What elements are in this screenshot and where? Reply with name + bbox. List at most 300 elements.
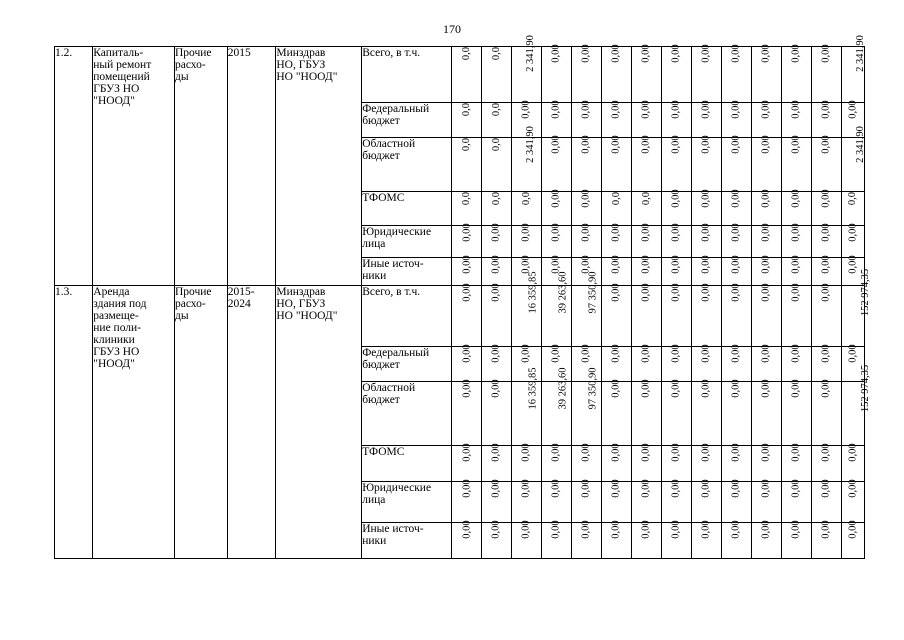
amount-cell [482, 103, 512, 138]
amount-cell [752, 283, 782, 347]
amount-value: 0,00 [821, 223, 832, 242]
amount-cell [812, 255, 842, 286]
amount-cell [662, 223, 692, 258]
amount-cell [812, 379, 842, 446]
amount-value: 0,00 [551, 443, 563, 462]
amount-value: 0,00 [611, 135, 623, 154]
amount-value: 0,00 [671, 44, 683, 63]
amount-value: 0,00 [641, 135, 653, 154]
amount-cell [812, 44, 842, 103]
amount-cell [752, 44, 782, 103]
amount-cell [512, 443, 542, 482]
amount-cell [692, 189, 722, 226]
amount-cell [542, 520, 572, 559]
amount-cell [692, 479, 722, 523]
amount-value: 0,00 [701, 479, 713, 498]
amount-value: 0,00 [847, 479, 859, 498]
amount-value: 0,00 [791, 344, 803, 363]
amount-value: 0,0 [521, 191, 533, 206]
amount-cell [632, 443, 662, 482]
amount-cell [812, 100, 842, 138]
amount-value: 0,00 [461, 520, 473, 539]
financing-table [54, 35, 872, 559]
amount-cell [782, 520, 812, 559]
amount-value: 0,00 [491, 443, 503, 462]
amount-cell [572, 479, 602, 523]
item-name-cell: Капиталь- ный ремонт помещений ГБУЗ НО "НООД" [93, 47, 175, 286]
amount-value: 0,0 [461, 46, 473, 61]
amount-cell [542, 367, 572, 446]
amount-cell [782, 223, 812, 258]
amount-value: 152 974,35 [860, 364, 872, 413]
amount-value: 0,00 [581, 520, 593, 539]
item-number-cell: 1.3. [55, 286, 93, 559]
amount-cell [632, 344, 662, 382]
amount-value: 0,00 [761, 189, 773, 208]
amount-cell [572, 443, 602, 482]
amount-value: 97 350,90 [587, 271, 599, 314]
amount-value: 0,00 [581, 443, 593, 462]
amount-value: 0,00 [847, 255, 859, 274]
amount-cell [482, 344, 512, 382]
amount-cell [722, 379, 752, 446]
amount-cell [572, 189, 602, 226]
amount-cell [512, 35, 542, 103]
amount-cell [752, 479, 782, 523]
amount-value: 0,00 [731, 189, 743, 208]
amount-value: 0,00 [611, 283, 623, 302]
item-name-cell: Аренда здания под размеще- ние поли- клиники ГБУЗ НО "НООД" [93, 286, 175, 559]
amount-cell [722, 135, 752, 192]
amount-cell [512, 479, 542, 523]
amount-value: 0,00 [551, 135, 563, 154]
amount-value: 0,00 [671, 283, 683, 302]
amount-cell [632, 479, 662, 523]
amount-value: 0,00 [701, 283, 713, 302]
table-row [55, 47, 865, 103]
amount-cell [632, 44, 662, 103]
amount-value: 0,00 [521, 223, 533, 242]
amount-value: 0,00 [791, 44, 803, 63]
amount-value: 0,00 [731, 443, 743, 462]
amount-value: 0,00 [641, 44, 653, 63]
amount-cell [782, 479, 812, 523]
amount-cell [542, 443, 572, 482]
amount-value: 0,0 [491, 137, 503, 152]
amount-value: 0,00 [611, 100, 623, 119]
amount-cell [812, 479, 842, 523]
amount-value: 0,00 [671, 443, 683, 462]
amount-value: 0,00 [491, 379, 503, 398]
amount-cell [632, 255, 662, 286]
amount-value: 0,00 [791, 100, 803, 119]
amount-cell [842, 364, 872, 446]
amount-value: 0,00 [461, 479, 473, 498]
amount-cell [662, 100, 692, 138]
amount-cell [542, 271, 572, 347]
amount-cell [692, 283, 722, 347]
amount-value: 0,00 [821, 443, 832, 462]
amount-value: 0,00 [581, 344, 593, 363]
amount-value: 0,00 [701, 223, 713, 242]
amount-value: 0,00 [641, 443, 653, 462]
amount-value: 0,00 [731, 283, 743, 302]
amount-value: 0,00 [641, 520, 653, 539]
amount-value: 0,00 [671, 135, 683, 154]
amount-value: 0,00 [791, 479, 803, 498]
amount-value: 0,00 [551, 255, 563, 274]
amount-cell [722, 223, 752, 258]
amount-value: 0,00 [821, 379, 832, 398]
amount-value: 0,00 [521, 100, 533, 119]
amount-cell [512, 367, 542, 446]
amount-value: 0,00 [611, 44, 623, 63]
amount-cell [692, 443, 722, 482]
amount-cell [602, 255, 632, 286]
item-number-cell: 1.2. [55, 47, 93, 286]
amount-cell [662, 255, 692, 286]
amount-value: 0,00 [761, 44, 773, 63]
amount-cell [452, 479, 482, 523]
funding-source-cell: Федеральный бюджет [362, 103, 452, 138]
amount-value: 0,00 [491, 479, 503, 498]
amount-cell [782, 100, 812, 138]
amount-cell [812, 283, 842, 347]
amount-value: 0,00 [701, 189, 713, 208]
amount-cell [692, 255, 722, 286]
amount-value: 0,00 [701, 379, 713, 398]
amount-value: 0,00 [791, 520, 803, 539]
amount-value: 0,00 [611, 223, 623, 242]
amount-value: 0,00 [611, 479, 623, 498]
amount-cell [662, 135, 692, 192]
amount-value: 0,00 [761, 520, 773, 539]
amount-value: 0,00 [581, 135, 593, 154]
period-cell: 2015- 2024 [227, 286, 276, 559]
amount-value: 0,00 [641, 255, 653, 274]
amount-value: 152 974,35 [860, 268, 872, 317]
amount-value: 0,00 [641, 344, 653, 363]
amount-value: 0,00 [491, 344, 503, 363]
amount-cell [722, 100, 752, 138]
amount-value: 0,0 [611, 191, 623, 206]
amount-value: 0,00 [671, 189, 683, 208]
funding-source-cell: Юридические лица [362, 226, 452, 258]
amount-cell [632, 283, 662, 347]
amount-value: 0,00 [671, 520, 683, 539]
amount-cell [662, 283, 692, 347]
amount-cell [812, 520, 842, 559]
amount-value: 0,0 [847, 191, 859, 206]
funding-source-cell: Юридические лица [362, 482, 452, 523]
amount-value: 0,00 [821, 283, 832, 302]
amount-value: 0,00 [581, 44, 593, 63]
amount-cell [632, 135, 662, 192]
amount-cell [812, 223, 842, 258]
amount-value: 0,00 [671, 255, 683, 274]
amount-cell [782, 135, 812, 192]
amount-cell [572, 223, 602, 258]
amount-cell [722, 283, 752, 347]
amount-value: 0,00 [791, 223, 803, 242]
funding-source-cell: Областной бюджет [362, 382, 452, 446]
amount-value: 39 263,60 [557, 271, 569, 314]
amount-cell [632, 100, 662, 138]
amount-value: 0,00 [731, 223, 743, 242]
amount-cell [752, 344, 782, 382]
amount-value: 0,00 [731, 479, 743, 498]
amount-cell [452, 138, 482, 192]
amount-value: 0,00 [791, 283, 803, 302]
amount-cell [842, 520, 865, 559]
amount-cell [452, 47, 482, 103]
amount-value: 0,00 [701, 344, 713, 363]
amount-value: 0,0 [491, 46, 503, 61]
expense-type-cell: Прочие расхо- ды [174, 286, 227, 559]
amount-cell [842, 479, 865, 523]
amount-cell [572, 135, 602, 192]
amount-value: 0,00 [731, 379, 743, 398]
amount-cell [812, 443, 842, 482]
amount-cell [512, 192, 542, 226]
amount-cell [452, 443, 482, 482]
amount-cell [752, 135, 782, 192]
amount-cell [782, 44, 812, 103]
amount-cell [512, 520, 542, 559]
amount-cell [722, 44, 752, 103]
amount-value: 0,0 [461, 191, 473, 206]
amount-value: 2 341,90 [525, 126, 537, 163]
amount-cell [662, 189, 692, 226]
funding-source-cell: ТФОМС [362, 446, 452, 482]
amount-value: 0,00 [491, 223, 503, 242]
executor-cell: Минздрав НО, ГБУЗ НО "НООД" [276, 47, 362, 286]
amount-value: 0,00 [821, 344, 832, 363]
amount-value: 0,00 [551, 44, 563, 63]
amount-cell [842, 443, 865, 482]
amount-value: 0,00 [701, 520, 713, 539]
amount-value: 0,00 [641, 479, 653, 498]
amount-cell [752, 379, 782, 446]
amount-cell [722, 344, 752, 382]
amount-cell [752, 100, 782, 138]
amount-cell [722, 189, 752, 226]
amount-value: 0,00 [491, 255, 503, 274]
amount-value: 0,00 [821, 255, 832, 274]
amount-value: 0,00 [671, 379, 683, 398]
amount-value: 0,00 [821, 135, 832, 154]
amount-cell [602, 100, 632, 138]
executor-cell: Минздрав НО, ГБУЗ НО "НООД" [276, 286, 362, 559]
amount-cell [572, 271, 602, 347]
amount-value: 0,00 [611, 344, 623, 363]
amount-cell [452, 283, 482, 347]
amount-value: 0,00 [521, 443, 533, 462]
amount-cell [512, 271, 542, 347]
amount-cell [722, 520, 752, 559]
amount-value: 0,00 [521, 255, 533, 274]
amount-cell [782, 443, 812, 482]
amount-value: 0,00 [551, 520, 563, 539]
amount-cell [812, 135, 842, 192]
amount-cell [602, 344, 632, 382]
amount-value: 16 359,85 [527, 367, 539, 410]
amount-cell [782, 344, 812, 382]
amount-value: 0,00 [521, 520, 533, 539]
amount-value: 39 263,60 [557, 367, 569, 410]
amount-value: 0,00 [641, 283, 653, 302]
amount-cell [452, 379, 482, 446]
funding-source-cell: Иные источ- ники [362, 523, 452, 559]
amount-cell [602, 443, 632, 482]
amount-cell [842, 126, 866, 192]
amount-cell [692, 379, 722, 446]
amount-cell [452, 192, 482, 226]
amount-cell [542, 223, 572, 258]
amount-value: 0,00 [491, 520, 503, 539]
amount-value: 0,00 [611, 255, 623, 274]
amount-cell [722, 255, 752, 286]
amount-cell [572, 100, 602, 138]
amount-value: 0,00 [671, 344, 683, 363]
amount-cell [842, 35, 866, 103]
amount-value: 0,00 [731, 520, 743, 539]
amount-value: 0,00 [581, 189, 593, 208]
table-body [55, 35, 872, 559]
amount-cell [782, 255, 812, 286]
amount-value: 0,00 [551, 344, 563, 363]
amount-value: 0,00 [821, 520, 832, 539]
amount-cell [662, 443, 692, 482]
amount-value: 0,00 [791, 443, 803, 462]
amount-value: 0,00 [731, 100, 743, 119]
amount-cell [632, 520, 662, 559]
amount-cell [482, 255, 512, 286]
amount-cell [782, 379, 812, 446]
amount-cell [842, 223, 865, 258]
amount-cell [542, 479, 572, 523]
amount-value: 0,0 [461, 137, 473, 152]
amount-value: 0,00 [731, 344, 743, 363]
amount-value: 0,00 [761, 443, 773, 462]
amount-cell [482, 443, 512, 482]
amount-cell [482, 479, 512, 523]
amount-value: 0,00 [611, 443, 623, 462]
amount-value: 0,00 [847, 223, 859, 242]
amount-value: 0,00 [761, 100, 773, 119]
expense-type-cell: Прочие расхо- ды [174, 47, 227, 286]
amount-value: 0,00 [581, 100, 593, 119]
amount-cell [572, 367, 602, 446]
amount-value: 0,00 [551, 100, 563, 119]
amount-cell [602, 479, 632, 523]
amount-value: 0,00 [551, 223, 563, 242]
amount-value: 0,00 [761, 344, 773, 363]
amount-value: 0,00 [491, 283, 503, 302]
funding-source-cell: ТФОМС [362, 192, 452, 226]
amount-cell [452, 103, 482, 138]
amount-cell [662, 344, 692, 382]
amount-cell [722, 479, 752, 523]
amount-value: 0,00 [581, 255, 593, 274]
amount-value: 0,00 [791, 379, 803, 398]
amount-cell [662, 520, 692, 559]
amount-value: 0,0 [491, 191, 503, 206]
amount-cell [542, 44, 572, 103]
amount-cell [662, 44, 692, 103]
amount-value: 0,00 [581, 479, 593, 498]
amount-cell [842, 268, 872, 347]
table-row [55, 286, 865, 347]
amount-cell [692, 135, 722, 192]
amount-value: 0,00 [821, 189, 832, 208]
amount-cell [482, 223, 512, 258]
funding-source-cell: Всего, в т.ч. [362, 286, 452, 347]
amount-cell [632, 192, 662, 226]
amount-cell [812, 344, 842, 382]
amount-cell [632, 379, 662, 446]
amount-cell [452, 344, 482, 382]
funding-source-cell: Областной бюджет [362, 138, 452, 192]
amount-value: 0,00 [551, 189, 563, 208]
amount-value: 0,00 [671, 223, 683, 242]
amount-value: 0,00 [641, 379, 653, 398]
amount-cell [602, 520, 632, 559]
amount-cell [602, 192, 632, 226]
amount-value: 0,00 [821, 479, 832, 498]
amount-value: 0,00 [611, 520, 623, 539]
amount-cell [542, 100, 572, 138]
amount-cell [782, 283, 812, 347]
amount-value: 0,00 [821, 44, 832, 63]
amount-value: 0,00 [761, 135, 773, 154]
funding-source-cell: Иные источ- ники [362, 258, 452, 286]
amount-cell [692, 44, 722, 103]
amount-value: 0,00 [701, 44, 713, 63]
amount-value: 0,0 [461, 102, 473, 117]
amount-value: 0,00 [611, 379, 623, 398]
period-cell: 2015 [227, 47, 276, 286]
amount-value: 0,00 [701, 135, 713, 154]
page-number: 170 [443, 22, 461, 36]
amount-value: 0,00 [731, 44, 743, 63]
amount-value: 0,00 [701, 255, 713, 274]
amount-value: 0,00 [461, 344, 473, 363]
amount-value: 0,00 [847, 443, 859, 462]
amount-value: 0,0 [491, 102, 503, 117]
amount-value: 0,00 [521, 479, 533, 498]
amount-cell [482, 192, 512, 226]
amount-value: 0,00 [731, 255, 743, 274]
amount-value: 0,00 [461, 223, 473, 242]
amount-cell [452, 255, 482, 286]
amount-cell [632, 223, 662, 258]
amount-value: 0,00 [731, 135, 743, 154]
amount-value: 0,00 [671, 100, 683, 119]
amount-value: 0,00 [461, 379, 473, 398]
amount-cell [602, 379, 632, 446]
amount-cell [752, 443, 782, 482]
amount-value: 0,00 [641, 100, 653, 119]
amount-value: 0,00 [847, 520, 859, 539]
amount-cell [542, 135, 572, 192]
amount-cell [602, 283, 632, 347]
amount-cell [722, 443, 752, 482]
amount-value: 0,00 [641, 223, 653, 242]
amount-cell [482, 283, 512, 347]
amount-value: 0,00 [761, 379, 773, 398]
amount-cell [452, 520, 482, 559]
